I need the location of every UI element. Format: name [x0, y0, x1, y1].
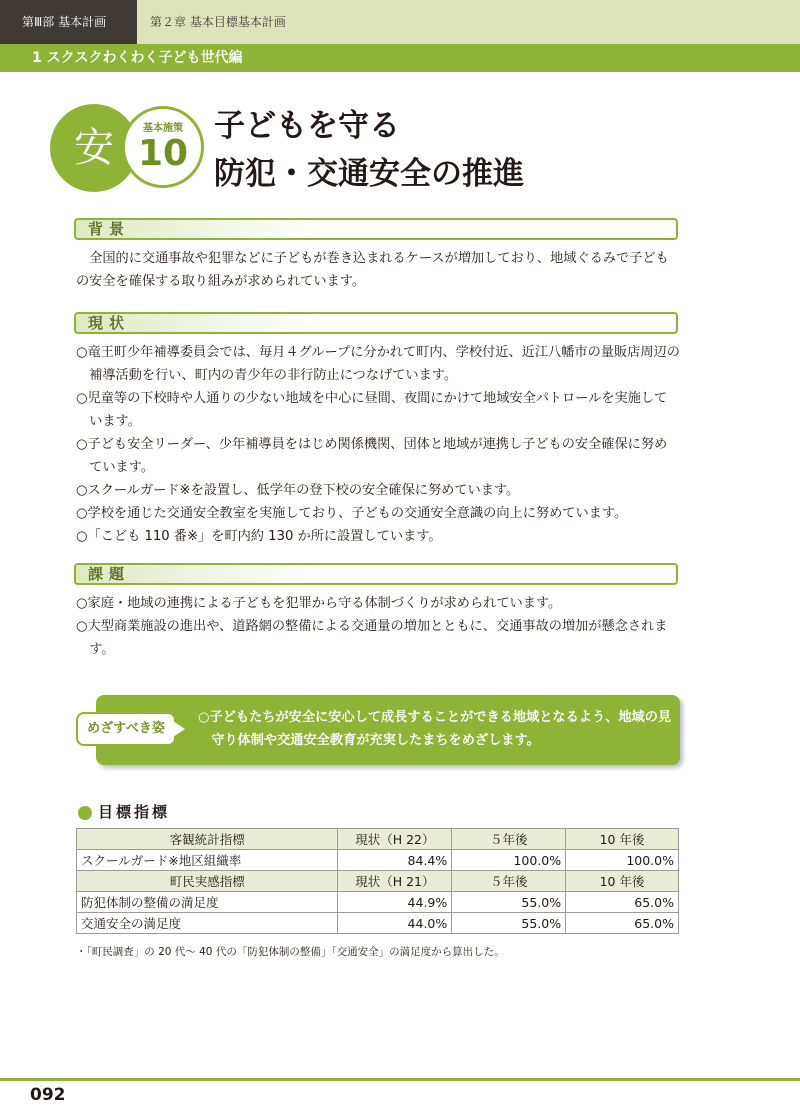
indicators-table	[76, 828, 679, 934]
indicators-title: 目標指標	[98, 803, 171, 821]
table-cell: 防犯体制の整備の満足度	[77, 892, 338, 913]
table-row	[77, 850, 679, 871]
table-header-row	[77, 829, 679, 850]
goal-text: ○子どもたちが安全に安心して成長することができる地域となるよう、地域の見守り体制や交通安全教育が充実したまちをめざします。	[198, 710, 672, 748]
current-item: ○学校を通じた交通安全教室を実施しており、子どもの交通安全意識の向上に努めています。	[76, 506, 628, 521]
current-section	[76, 341, 680, 548]
chapter-label: 第２章 基本目標基本計画	[150, 15, 286, 29]
issues-section	[76, 592, 680, 661]
table-row	[77, 892, 679, 913]
issues-heading-box	[74, 563, 678, 585]
page-title-line1: 子どもを守る	[214, 108, 400, 144]
page-number: 092	[30, 1085, 66, 1105]
issues-heading: 課題	[88, 565, 131, 583]
section-label: 1 スクスクわくわく子ども世代編	[0, 44, 800, 72]
current-item: ○「こども 110 番※」を町内約 130 か所に設置しています。	[76, 529, 442, 544]
current-item: ○竜王町少年補導委員会では、毎月４グループに分かれて町内、学校付近、近江八幡市の量販店周辺の補導活動を行い、町内の青少年の非行防止につなげています。	[76, 345, 680, 383]
table-cell: 44.9%	[338, 892, 452, 913]
table-cell: 55.0%	[452, 892, 566, 913]
table-cell: 84.4%	[338, 850, 452, 871]
background-heading-box	[74, 218, 678, 240]
table-header-cell: 現状（H 22）	[338, 829, 452, 850]
footer-line	[0, 1078, 800, 1081]
table-cell: 100.0%	[566, 850, 679, 871]
current-item: ○児童等の下校時や人通りの少ない地域を中心に昼間、夜間にかけて地域安全パトロールを実施しています。	[76, 391, 668, 429]
background-heading: 背景	[88, 220, 131, 238]
goal-text-block	[198, 706, 672, 752]
table-cell: スクールガード※地区組織率	[77, 850, 338, 871]
policy-label: 基本施策	[143, 123, 183, 134]
issue-item: ○家庭・地域の連携による子どもを犯罪から守る体制づくりが求められています。	[76, 596, 562, 611]
table-cell: 100.0%	[452, 850, 566, 871]
current-item: ○子ども安全リーダー、少年補導員をはじめ関係機関、団体と地域が連携し子どもの安全確保に努めています。	[76, 437, 668, 475]
table-header-cell: 客観統計指標	[77, 829, 338, 850]
table-header-row	[77, 871, 679, 892]
table-header-cell: 現状（H 21）	[338, 871, 452, 892]
table-row	[77, 913, 679, 934]
policy-number-badge	[122, 106, 204, 188]
table-cell: 55.0%	[452, 913, 566, 934]
table-cell: 65.0%	[566, 892, 679, 913]
table-note: ・「町民調査」の 20 代～ 40 代の「防犯体制の整備」「交通安全」の満足度から算出した。	[76, 946, 505, 958]
table-cell: 交通安全の満足度	[77, 913, 338, 934]
background-text: 全国的に交通事故や犯罪などに子どもが巻き込まれるケースが増加しており、地域ぐるみで子どもの安全を確保する取り組みが求められています。	[76, 251, 669, 289]
part-label: 第Ⅲ部 基本計画	[0, 0, 137, 44]
current-item: ○スクールガード※を設置し、低学年の登下校の安全確保に努めています。	[76, 483, 520, 498]
table-header-cell: 町民実感指標	[77, 871, 338, 892]
table-header-cell: ５年後	[452, 829, 566, 850]
policy-number: 10	[137, 133, 189, 174]
table-cell: 44.0%	[338, 913, 452, 934]
table-cell: 65.0%	[566, 913, 679, 934]
table-header-cell: 10 年後	[566, 871, 679, 892]
issue-item: ○大型商業施設の進出や、道路網の整備による交通量の増加とともに、交通事故の増加が懸念されます。	[76, 619, 668, 657]
table-header-cell: 10 年後	[566, 829, 679, 850]
goal-label-pointer	[173, 721, 185, 737]
current-heading: 現状	[88, 314, 131, 332]
page-title-line2: 防犯・交通安全の推進	[214, 156, 524, 192]
bullet-circle-icon	[78, 806, 92, 820]
background-section	[76, 247, 680, 293]
current-heading-box	[74, 312, 678, 334]
category-badge: 安	[50, 104, 138, 192]
table-header-cell: ５年後	[452, 871, 566, 892]
goal-label: めざすべき姿	[76, 712, 176, 746]
